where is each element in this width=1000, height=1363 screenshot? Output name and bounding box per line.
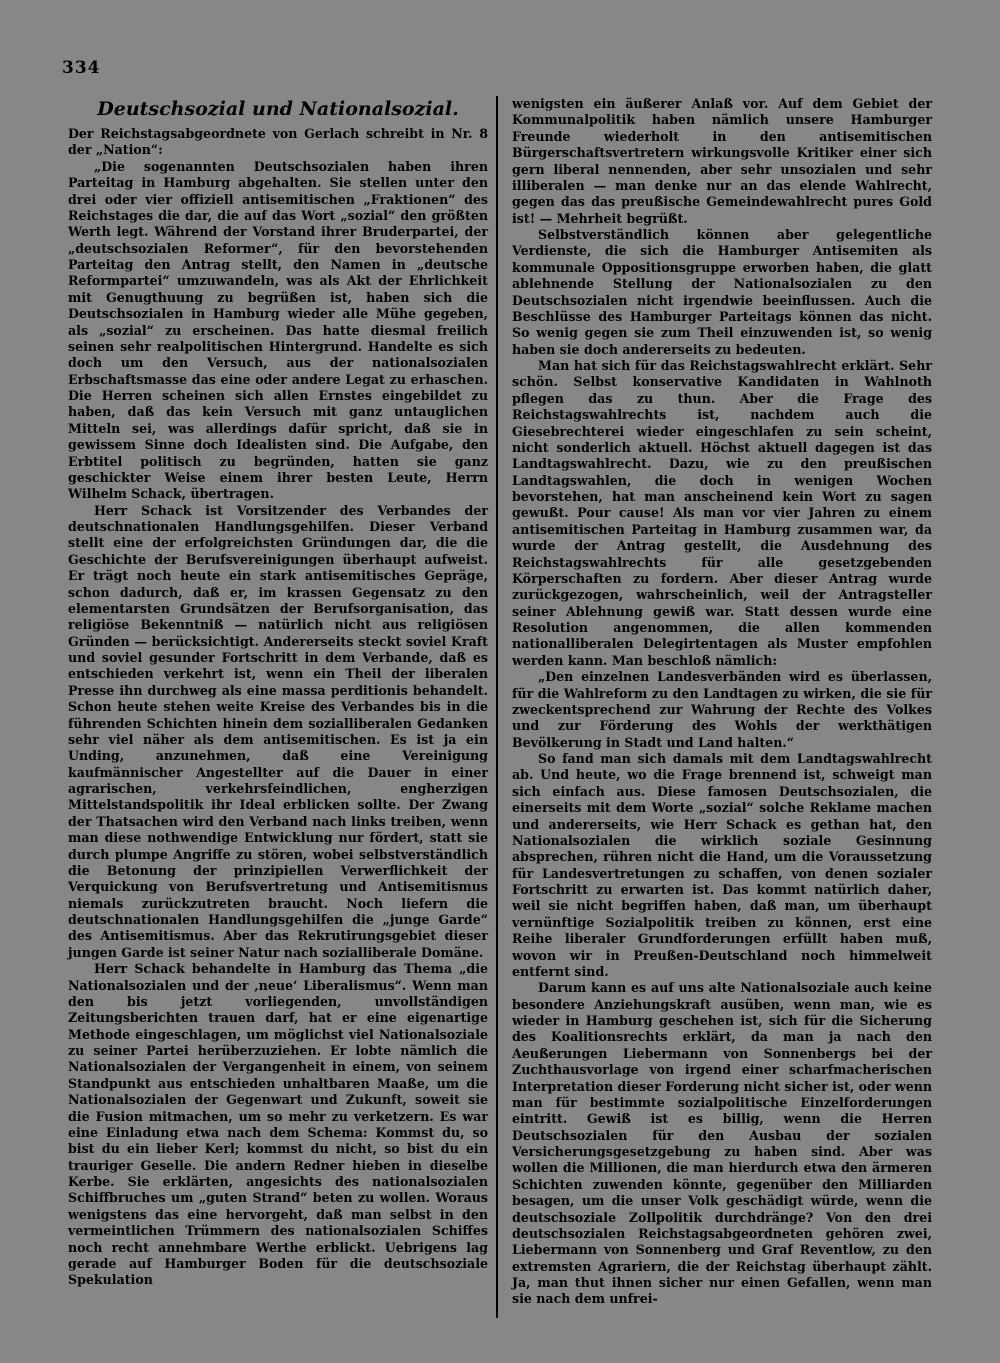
column-divider bbox=[496, 96, 498, 1318]
paragraph: Herr Schack ist Vorsitzender des Verbandes der deutschnationalen Handlungsgehilfen. Dieser Verband stellt eine der erfolgreichsten Gründungen dar, die die Geschichte der Berufsvereinigungen überhaupt aufweist. Er trägt noch heute ein stark antisemitisches Gepräge, schon dadurch, daß er, im krassen Gegensatz zu den elementarsten Grundsätzen der Berufsorganisation, das religiöse Bekenntniß — natürlich nicht aus religiösen Gründen — berücksichtigt. Andererseits steckt soviel Kraft und soviel gesunder Fortschritt in dem Verbande, daß es entschieden verkehrt ist, wenn ein Theil der liberalen Presse ihn durchweg als eine massa perditionis behandelt. Schon heute stehen weite Kreise des Verbandes bis in die führenden Schichten hinein dem sozialliberalen Gedanken sehr viel näher als dem antisemitischen. Es ist ja ein Unding, anzunehmen, daß eine Vereinigung kaufmännischer Angestellter auf die Dauer in einer agrarischen, verkehrsfeindlichen, engherzigen Mittelstandspolitik ihr Ideal erblicken sollte. Der Zwang der Thatsachen wird den Verband nach links treiben, wenn man diese nothwendige Entwicklung nur fördert, statt sie durch plumpe Angriffe zu stören, wobei selbstverständlich die Betonung der prinzipiellen Verwerflichkeit der Verquickung von Berufsvertretung und Antisemitismus niemals zurückzutreten braucht. Noch liefern die deutschnationalen Handlungsgehilfen die „junge Garde“ des Antisemitismus. Aber das Rekrutirungsgebiet dieser jungen Garde ist seiner Natur nach sozialliberale Domäne. bbox=[68, 502, 488, 960]
page-number: 334 bbox=[62, 58, 101, 78]
paragraph: „Die sogenannten Deutschsozialen haben ihren Parteitag in Hamburg abgehalten. Sie stellen unter den drei oder vier offiziell antisemitischen „Fraktionen“ des Reichstages die dar, die auf das Wort „sozial“ den größten Werth legt. Während der Vorstand ihrer Bruderpartei, der „deutschsozialen Reformer“, für den bevorstehenden Parteitag den Antrag stellt, den Namen in „deutsche Reformpartei“ umzuwandeln, was als Akt der Ehrlichkeit mit Genugthuung zu begrüßen ist, haben sich die Deutschsozialen in Hamburg wieder alle Mühe gegeben, als „sozial“ zu erscheinen. Das hatte diesmal freilich seinen sehr realpolitischen Hintergrund. Handelte es sich doch um den Versuch, aus der nationalsozialen Erbschaftsmasse das eine oder andere Legat zu erhaschen. Die Herren scheinen sich allen Ernstes eingebildet zu haben, daß das kein Versuch mit ganz untauglichen Mitteln sei, was allerdings dafür spricht, daß sie in gewissem Sinne doch Idealisten sind. Die Aufgabe, den Erbtitel politisch zu begründen, hatten sie ganz geschickter Weise einem ihrer besten Leute, Herrn Wilhelm Schack, übertragen. bbox=[68, 158, 488, 502]
paragraph: wenigsten ein äußerer Anlaß vor. Auf dem Gebiet der Kommunalpolitik haben nämlich unsere Hamburger Freunde wiederholt in den antisemitischen Bürgerschaftsvertretern wirkungsvolle Kritiker einer sich gern liberal nennenden, aber sehr unsozialen und sehr illiberalen — man denke nur an das elende Wahlrecht, gegen das das preußische Gemeindewahlrecht pures Gold ist! — Mehrheit begrüßt. bbox=[512, 96, 932, 226]
paragraph: Selbstverständlich können aber gelegentliche Verdienste, die sich die Hamburger Antisemiten als kommunale Oppositionsgruppe erworben haben, die glatt ablehnende Stellung der Nationalsozialen zu den Deutschsozialen nicht irgendwie beeinflussen. Auch die Beschlüsse des Hamburger Parteitags können das nicht. So wenig gegen sie zum Theil einzuwenden ist, so wenig haben sie doch andererseits zu bedeuten. bbox=[512, 227, 932, 357]
paragraph: Man hat sich für das Reichstagswahlrecht erklärt. Sehr schön. Selbst konservative Kandidaten in Wahlnoth pflegen das zu thun. Aber die Frage des Reichstagswahlrechts ist, nachdem auch die Giesebrechterei wieder eingeschlafen zu sein scheint, nicht sonderlich aktuell. Höchst aktuell dagegen ist das Landtagswahlrecht. Dazu, wie zu den preußischen Landtagswahlen, die doch in wenigen Wochen bevorstehen, hat man anscheinend kein Wort zu sagen gewußt. Pour cause! Als man vor vier Jahren zu einem antisemitischen Parteitag in Hamburg zusammen war, da wurde der Antrag gestellt, die Ausdehnung des Reichstagswahlrechts für alle gesetzgebenden Körperschaften zu fordern. Aber dieser Antrag wurde zurückgezogen, wahrscheinlich, weil der Antragsteller seiner Ablehnung gewiß war. Statt dessen wurde eine Resolution angenommen, die allen kommenden nationalliberalen Delegirtentagen als Muster empfohlen werden kann. Man beschloß nämlich: bbox=[512, 358, 932, 668]
article-title: Deutschsozial und Nationalsozial. bbox=[97, 98, 459, 120]
paragraph: So fand man sich damals mit dem Landtagswahlrecht ab. Und heute, wo die Frage brennend ist, schweigt man sich einfach aus. Diese famosen Deutschsozialen, die einerseits mit dem Worte „sozial“ solche Reklame machen und andererseits, wie Herr Schack es gethan hat, den Nationalsozialen die wirklich soziale Gesinnung absprechen, rühren nicht die Hand, um die Voraussetzung für Landesvertretungen zu schaffen, von denen sozialer Fortschritt zu erwarten ist. Das kommt natürlich daher, weil sie nicht begriffen haben, daß man, um überhaupt vernünftige Sozialpolitik treiben zu können, erst eine Reihe liberaler Grundforderungen erfüllt haben muß, wovon wir in Preußen-Deutschland noch himmelweit entfernt sind. bbox=[512, 751, 932, 979]
right-column bbox=[512, 96, 932, 1308]
left-column bbox=[68, 96, 488, 1289]
quote-paragraph: „Den einzelnen Landesverbänden wird es überlassen, für die Wahlreform zu den Landtagen zu wirken, die sie für zweckentsprechend zur Wahrung der Rechte des Volkes und zur Förderung des Wohls der werkthätigen Bevölkerung in Stadt und Land halten.“ bbox=[512, 669, 932, 750]
paragraph: Herr Schack behandelte in Hamburg das Thema „die Nationalsozialen und der ‚neue‘ Liberalismus“. Wenn man den bis jetzt vorliegenden, unvollständigen Zeitungsberichten trauen darf, hat er eine eigenartige Methode eingeschlagen, um möglichst viel Nationalsoziale zu seiner Partei herüberzuziehen. Er lobte nämlich die Nationalsozialen der Vergangenheit in einem, von seinem Standpunkt aus entschieden unhaltbaren Maaße, um die Nationalsozialen der Gegenwart und Zukunft, soweit sie die Fusion mitmachen, um so mehr zu verketzern. Es war eine Einladung etwa nach dem Schema: Kommst du, so bist du ein lieber Kerl; kommst du nicht, so bist du ein trauriger Geselle. Die andern Redner hieben in dieselbe Kerbe. Sie erklärten, angesichts des nationalsozialen Schiffbruches um „guten Strand“ beten zu wollen. Woraus wenigstens das eine hervorgeht, daß man selbst in den vermeintlichen Trümmern des nationalsozialen Schiffes noch recht annehmbare Werthe erblickt. Uebrigens lag gerade auf Hamburger Boden für die deutschsoziale Spekulation bbox=[68, 961, 488, 1288]
paragraph: Der Reichstagsabgeordnete von Gerlach schreibt in Nr. 8 der „Nation“: bbox=[68, 126, 488, 158]
paragraph: Darum kann es auf uns alte Nationalsoziale auch keine besondere Anziehungskraft ausüben, wenn man, wie es wieder in Hamburg geschehen ist, sich für die Sicherung des Koalitionsrechts erklärt, da man ja nach den Aeußerungen Liebermann von Sonnenbergs bei der Zuchthausvorlage von irgend einer scharfmacherischen Interpretation dieser Forderung nicht sicher ist, oder wenn man für bestimmte sozialpolitische Einzelforderungen eintritt. Gewiß ist es billig, wenn die Herren Deutschsozialen für den Ausbau der sozialen Versicherungsgesetzgebung zu haben sind. Aber was wollen die Millionen, die man hierdurch etwa den ärmeren Schichten zuwenden könnte, gegenüber den Milliarden besagen, um die unser Volk geschädigt würde, wenn die deutschsoziale Zollpolitik durchdränge? Von den drei deutschsozialen Reichstagsabgeordneten gehören zwei, Liebermann von Sonnenberg und Graf Reventlow, zu den extremsten Agrariern, die der Reichstag überhaupt zählt. Ja, man thut ihnen sicher nur einen Gefallen, wenn man sie nach dem unfrei- bbox=[512, 980, 933, 1307]
